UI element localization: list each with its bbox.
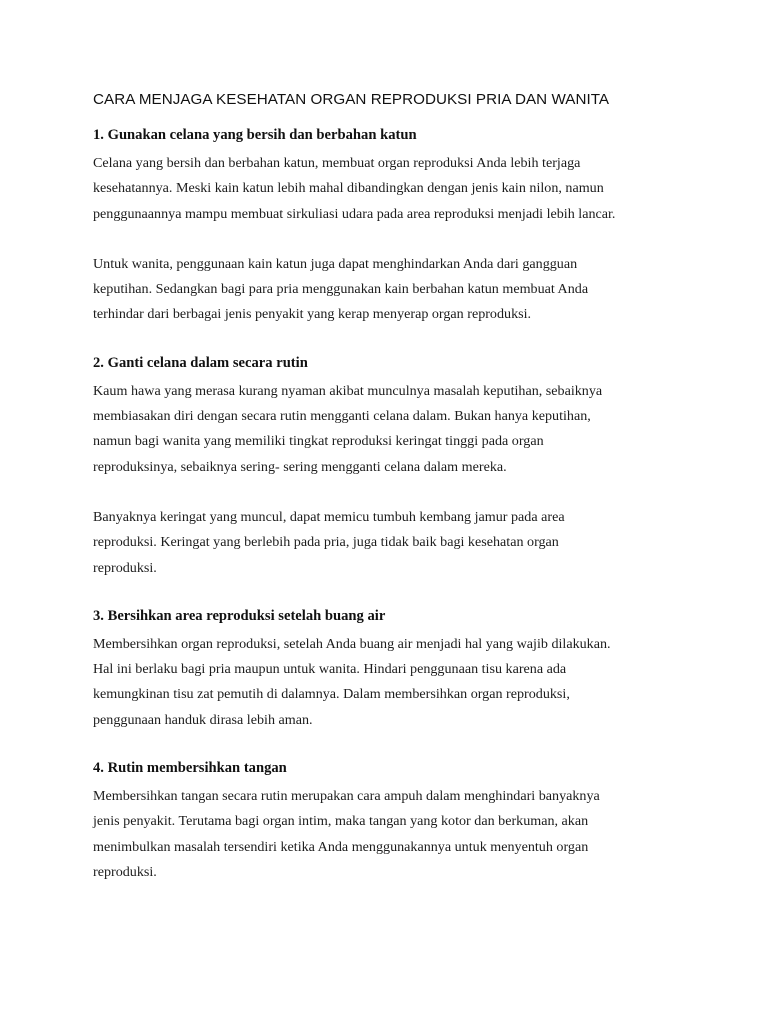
paragraph-line: terhindar dari berbagai jenis penyakit yang kerap menyerap organ reproduksi. bbox=[93, 306, 532, 323]
paragraph-line: reproduksi. bbox=[93, 559, 157, 576]
paragraph-line: Hal ini berlaku bagi pria maupun untuk wanita. Hindari penggunaan tisu karena ada bbox=[93, 661, 567, 678]
paragraph-line: penggunaannya mampu membuat sirkuliasi udara pada area reproduksi menjadi lebih lancar. bbox=[93, 205, 616, 222]
section-1 bbox=[93, 125, 693, 353]
paragraph-line: namun bagi wanita yang memiliki tingkat reproduksi keringat tinggi pada organ bbox=[93, 433, 544, 450]
document-content bbox=[93, 89, 693, 885]
paragraph bbox=[93, 505, 693, 581]
paragraph-line: Banyaknya keringat yang muncul, dapat memicu tumbuh kembang jamur pada area bbox=[93, 508, 565, 525]
section-heading: 2. Ganti celana dalam secara rutin bbox=[93, 354, 308, 371]
paragraph-line: kesehatannya. Meski kain katun lebih mahal dibandingkan dengan jenis kain nilon, namun bbox=[93, 180, 604, 197]
paragraph bbox=[93, 252, 693, 328]
document-title: CARA MENJAGA KESEHATAN ORGAN REPRODUKSI PRIA DAN WANITA bbox=[93, 91, 610, 108]
paragraph-gap bbox=[93, 328, 693, 353]
paragraph-line: reproduksinya, sebaiknya sering- sering mengganti celana dalam mereka. bbox=[93, 458, 507, 475]
paragraph bbox=[93, 784, 693, 885]
paragraph bbox=[93, 632, 693, 733]
paragraph bbox=[93, 151, 693, 227]
paragraph-line: reproduksi. Keringat yang berlebih pada pria, juga tidak baik bagi kesehatan organ bbox=[93, 534, 559, 551]
paragraph-line: Membersihkan organ reproduksi, setelah Anda buang air menjadi hal yang wajib dilakukan. bbox=[93, 635, 611, 652]
section-4 bbox=[93, 758, 693, 885]
paragraph-gap bbox=[93, 227, 693, 252]
paragraph-line: reproduksi. bbox=[93, 863, 157, 880]
paragraph-line: Untuk wanita, penggunaan kain katun juga dapat menghindarkan Anda dari gangguan bbox=[93, 255, 578, 272]
paragraph-line: Celana yang bersih dan berbahan katun, membuat organ reproduksi Anda lebih terjaga bbox=[93, 155, 581, 171]
paragraph-gap bbox=[93, 480, 693, 505]
paragraph-line: keputihan. Sedangkan bagi para pria menggunakan kain berbahan katun membuat Anda bbox=[93, 281, 589, 298]
section-2 bbox=[93, 353, 693, 606]
paragraph-line: penggunaan handuk dirasa lebih aman. bbox=[93, 711, 313, 728]
paragraph-line: Kaum hawa yang merasa kurang nyaman akibat munculnya masalah keputihan, sebaiknya bbox=[93, 382, 603, 399]
paragraph-line: membiasakan diri dengan secara rutin mengganti celana dalam. Bukan hanya keputihan, bbox=[93, 408, 591, 425]
section-heading: 3. Bersihkan area reproduksi setelah buang air bbox=[93, 607, 386, 624]
paragraph-line: jenis penyakit. Terutama bagi organ intim, maka tangan yang kotor dan berkuman, akan bbox=[93, 813, 589, 830]
paragraph-gap bbox=[93, 581, 693, 606]
paragraph-gap bbox=[93, 733, 693, 758]
paragraph-line: kemungkinan tisu zat pemutih di dalamnya. Dalam membersihkan organ reproduksi, bbox=[93, 686, 570, 703]
section-heading: 1. Gunakan celana yang bersih dan berbahan katun bbox=[93, 127, 417, 143]
paragraph-line: Membersihkan tangan secara rutin merupakan cara ampuh dalam menghindari banyaknya bbox=[93, 788, 600, 805]
section-heading: 4. Rutin membersihkan tangan bbox=[93, 760, 287, 777]
paragraph-line: menimbulkan masalah tersendiri ketika Anda menggunakannya untuk menyentuh organ bbox=[93, 838, 589, 855]
section-3 bbox=[93, 606, 693, 758]
paragraph bbox=[93, 379, 693, 480]
